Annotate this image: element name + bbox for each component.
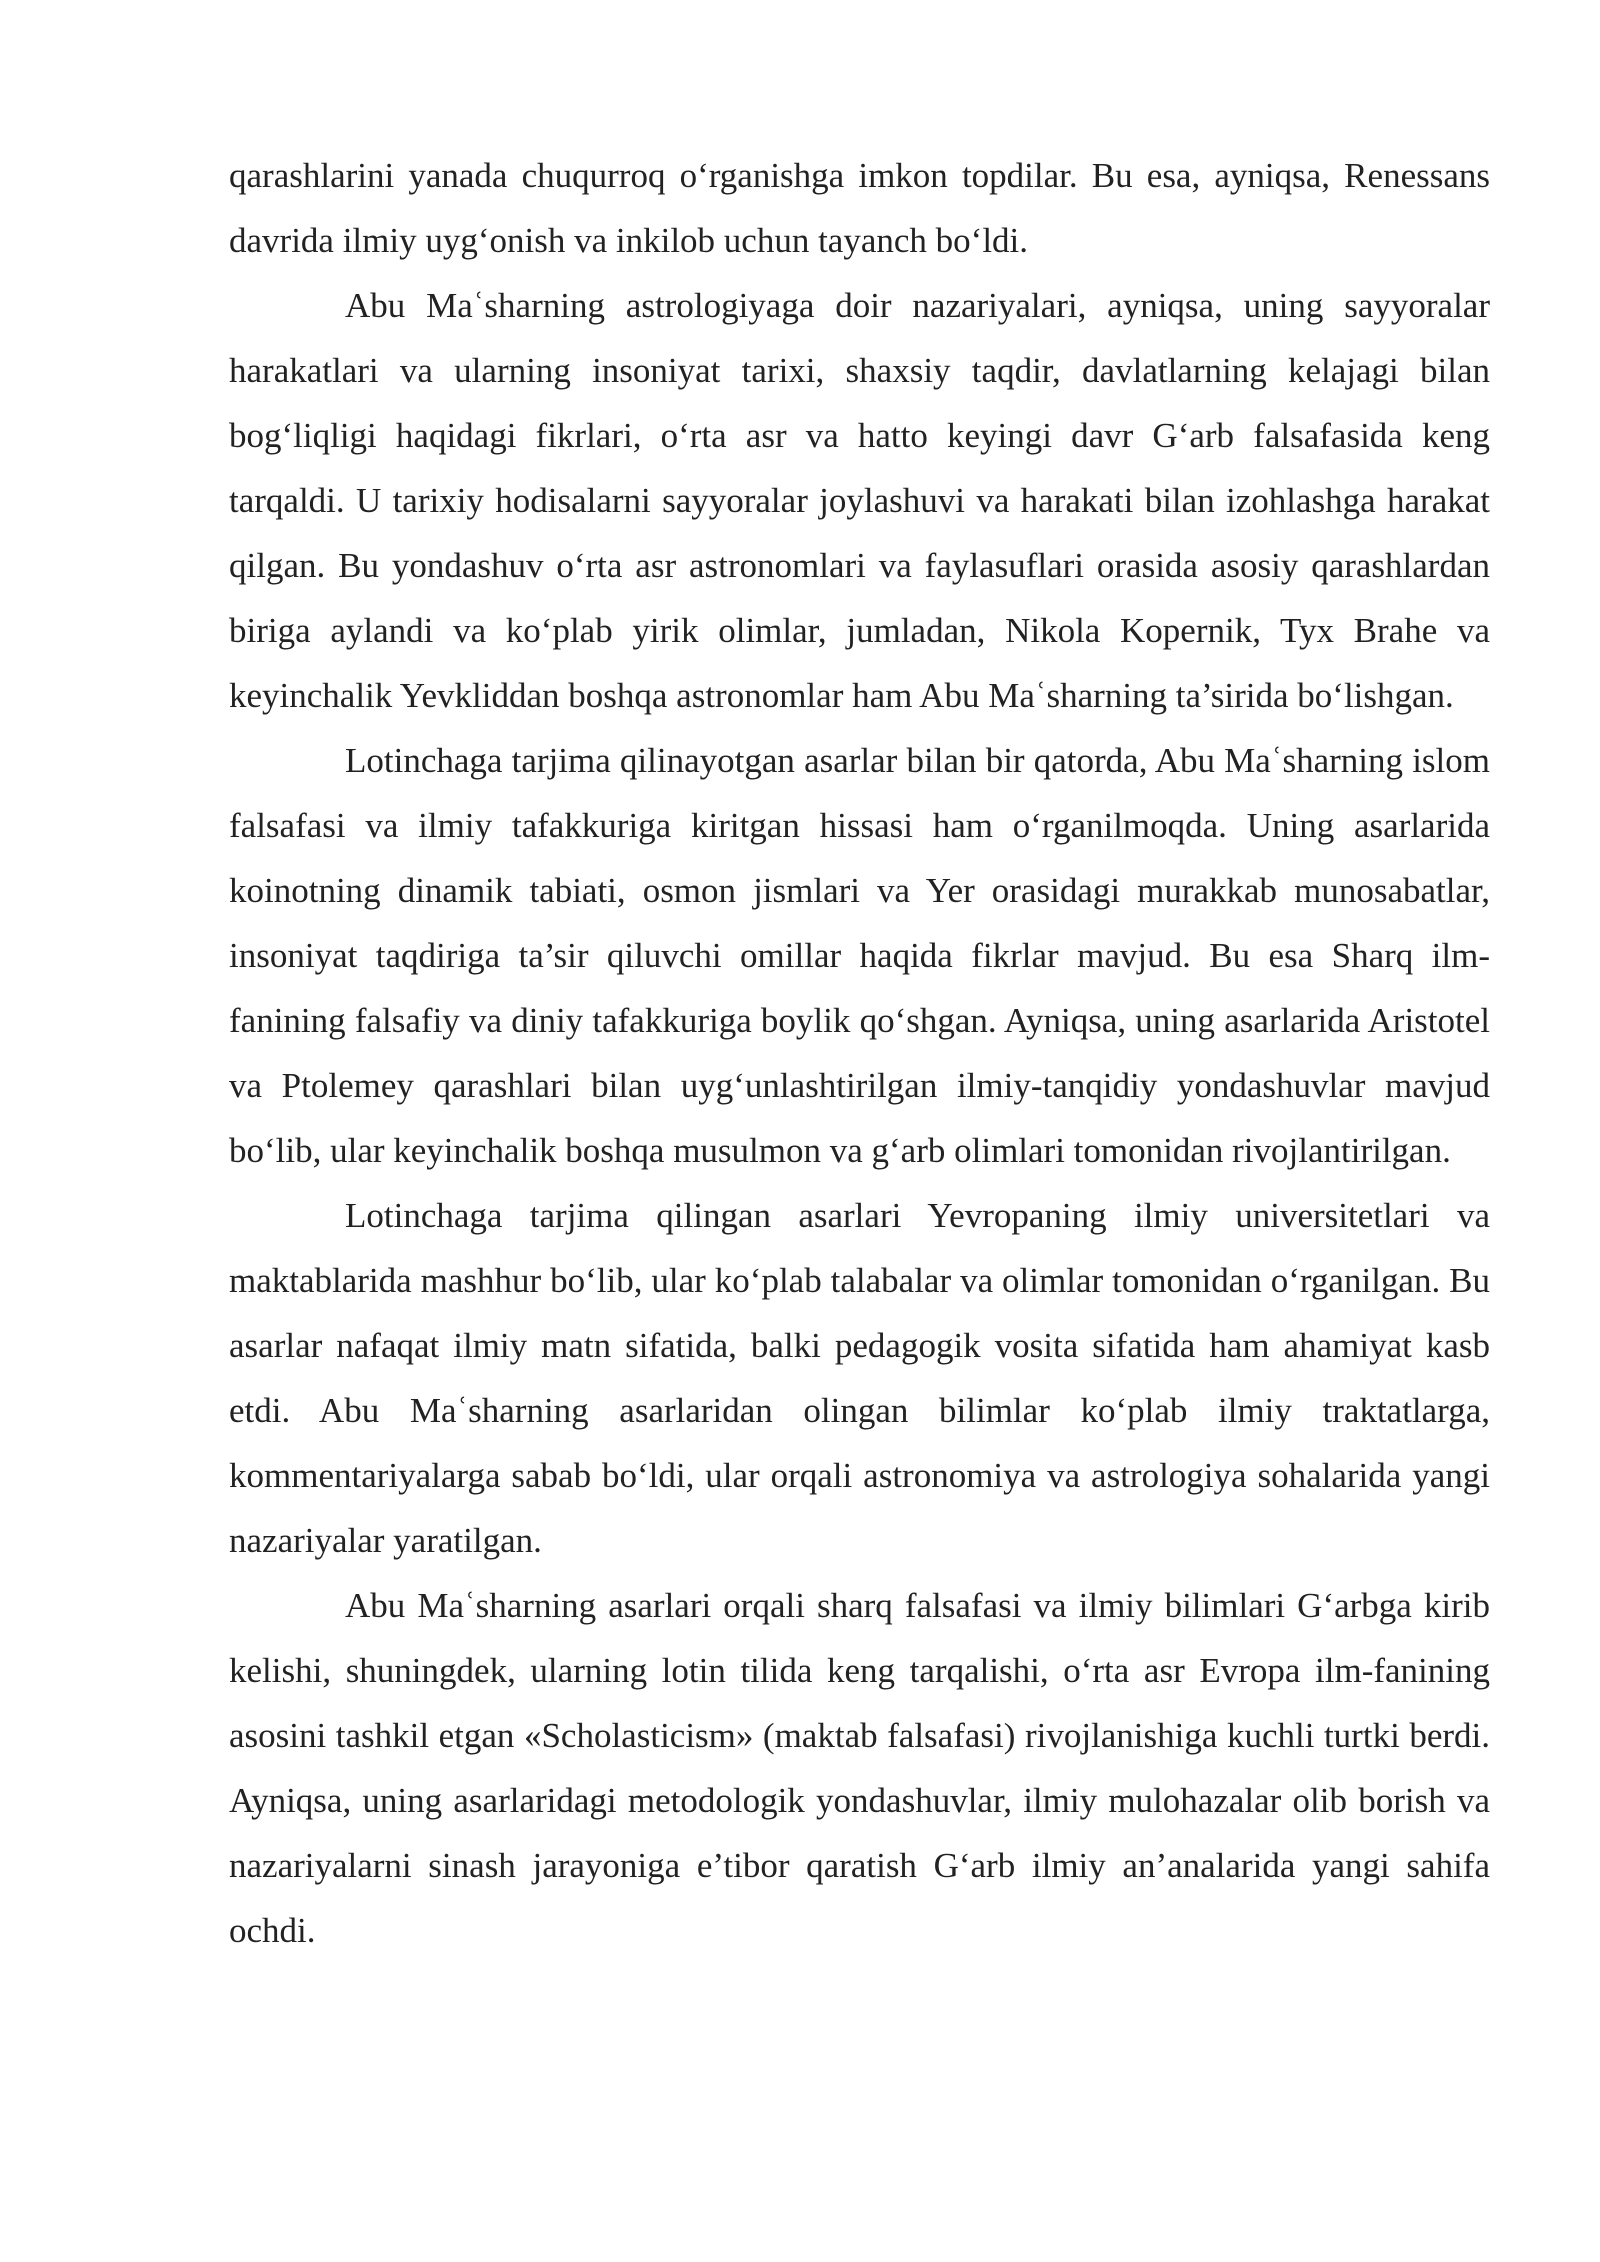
paragraph-astrology-theories: Abu Maʿsharning astrologiyaga doir nazariyalari, ayniqsa, uning sayyoralar harakatlari va ularning insoniyat tarixi, shaxsiy taqdir, davlatlarning kelajagi bilan bog‘liqligi haqidagi fikrlari, o‘rta asr va hatto keyingi davr G‘arb falsafasida keng tarqaldi. U tarixiy hodisalarni sayyoralar joylashuvi va harakati bilan izohlashga harakat qilgan. Bu yondashuv o‘rta asr astronomlari va faylasuflari orasida asosiy qarashlardan biriga aylandi va ko‘plab yirik olimlar, jumladan, Nikola Kopernik, Tyx Brahe va keyinchalik Yevkliddan boshqa astronomlar ham Abu Maʿsharning ta’sirida bo‘lishgan.: [229, 286, 1490, 715]
paragraph-continuation: qarashlarini yanada chuqurroq o‘rganishga imkon topdilar. Bu esa, ayniqsa, Renessans davrida ilmiy uyg‘onish va inkilob uchun tayanch bo‘ldi.: [229, 156, 1490, 260]
paragraph-islamic-philosophy: Lotinchaga tarjima qilinayotgan asarlar bilan bir qatorda, Abu Maʿsharning islom falsafasi va ilmiy tafakkuriga kiritgan hissasi ham o‘rganilmoqda. Uning asarlarida koinotning dinamik tabiati, osmon jismlari va Yer orasidagi murakkab munosabatlar, insoniyat taqdiriga ta’sir qiluvchi omillar haqida fikrlar mavjud. Bu esa Sharq ilm-fanining falsafiy va diniy tafakkuriga boylik qo‘shgan. Ayniqsa, uning asarlarida Aristotel va Ptolemey qarashlari bilan uyg‘unlashtirilgan ilmiy-tanqidiy yondashuvlar mavjud bo‘lib, ular keyinchalik boshqa musulmon va g‘arb olimlari tomonidan rivojlantirilgan.: [229, 741, 1490, 1170]
document-page: [229, 143, 1490, 1963]
paragraph-latin-translations: Lotinchaga tarjima qilingan asarlari Yevropaning ilmiy universitetlari va maktablarida mashhur bo‘lib, ular ko‘plab talabalar va olimlar tomonidan o‘rganilgan. Bu asarlar nafaqat ilmiy matn sifatida, balki pedagogik vosita sifatida ham ahamiyat kasb etdi. Abu Maʿsharning asarlaridan olingan bilimlar ko‘plab ilmiy traktatlarga, kommentariyalarga sabab bo‘ldi, ular orqali astronomiya va astrologiya sohalarida yangi nazariyalar yaratilgan.: [229, 1196, 1490, 1560]
paragraph-scholasticism: Abu Maʿsharning asarlari orqali sharq falsafasi va ilmiy bilimlari G‘arbga kirib kelishi, shuningdek, ularning lotin tilida keng tarqalishi, o‘rta asr Evropa ilm-fanining asosini tashkil etgan «Scholasticism» (maktab falsafasi) rivojlanishiga kuchli turtki berdi. Ayniqsa, uning asarlaridagi metodologik yondashuvlar, ilmiy mulohazalar olib borish va nazariyalarni sinash jarayoniga e’tibor qaratish G‘arb ilmiy an’analarida yangi sahifa ochdi.: [229, 1586, 1490, 1950]
